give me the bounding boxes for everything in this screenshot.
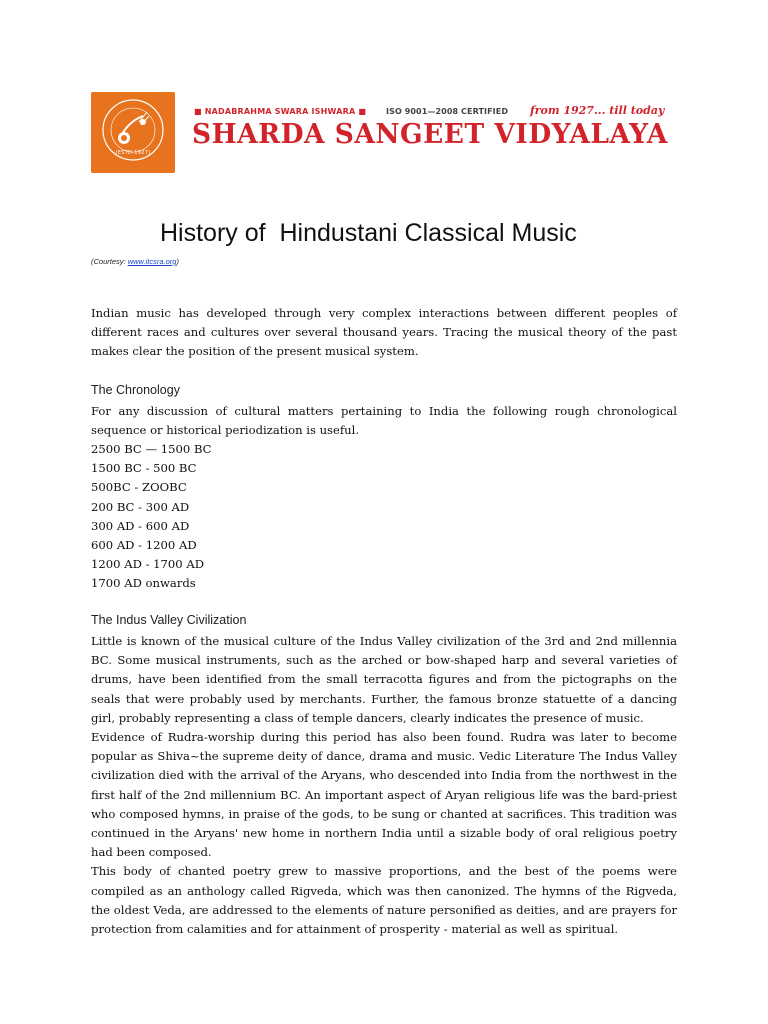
logo-established: (ESTD-1927) [115,150,151,156]
brand-name: SHARDA SANGEET VIDYALAYA [192,119,668,150]
section-heading-chronology: The Chronology [91,383,180,397]
period-item: 1700 AD onwards [91,576,196,591]
certification: ISO 9001—2008 CERTIFIED [386,107,509,116]
indus-paragraph-3: This body of chanted poetry grew to massive proportions, and the best of the poems were compiled as an anthology called Rigveda, which was then canonized. The hymns of the Rigveda, the oldest Veda, are addressed to the elements of nature personified as deities, and are prayers for protection from calamities and for attainment of prosperity - material as well as spiritual. [91,864,677,937]
motto: ■ NADABRAHMA SWARA ISHWARA ■ [194,107,367,116]
veena-emblem-icon [91,92,175,173]
courtesy-prefix: (Courtesy: [91,257,128,266]
period-item: 600 AD - 1200 AD [91,537,197,552]
period-item: 1500 BC - 500 BC [91,461,197,476]
chronology-list [91,440,212,594]
indus-paragraph-2: Evidence of Rudra-worship during this period has also been found. Rudra was later to become popular as Shiva~the supreme deity of dance, drama and music. Vedic Literature The Indus Valley civilization died with the arrival of the Aryans, who descended into India from the northwest in the first half of the 2nd millennium BC. An important aspect of Aryan religious life was the bard-priest who composed hymns, in praise of the gods, to be sung or chanted at sacrifices. This tradition was continued in the Aryans' new home in northern India until a sizable body of oral religious poetry had been composed. [91,730,677,860]
indus-section-body [91,632,677,939]
indus-paragraph-1: Little is known of the musical culture of the Indus Valley civilization of the 3rd and 2nd millennia BC. Some musical instruments, such as the arched or bow-shaped harp and several varieties of drums, have been identified from the small terracotta figures and from the pictographs on the seals that were probably used by merchants. Further, the famous bronze statuette of a dancing girl, probably representing a class of temple dancers, clearly indicates the presence of music. [91,634,677,725]
page-title: History of Hindustani Classical Music [160,219,577,247]
courtesy-note [91,257,179,266]
chronology-intro: For any discussion of cultural matters pertaining to India the following rough chronological sequence or historical periodization is useful. [91,404,677,438]
source-link[interactable]: www.itcsra.org [127,257,177,266]
period-item: 300 AD - 600 AD [91,518,190,533]
section-heading-indus-valley: The Indus Valley Civilization [91,613,247,627]
period-item: 1200 AD - 1700 AD [91,557,205,572]
period-item: 500BC - ZOOBC [91,480,187,495]
period-item: 200 BC - 300 AD [91,499,190,514]
intro-paragraph: Indian music has developed through very complex interactions between different peoples of different races and cultures over several thousand years. Tracing the musical theory of the past makes clear the position of the present musical system. [91,306,677,359]
school-logo [91,92,175,173]
period-item: 2500 BC — 1500 BC [91,442,212,456]
since-tagline: from 1927... till today [530,104,665,117]
courtesy-suffix: ) [176,257,179,266]
